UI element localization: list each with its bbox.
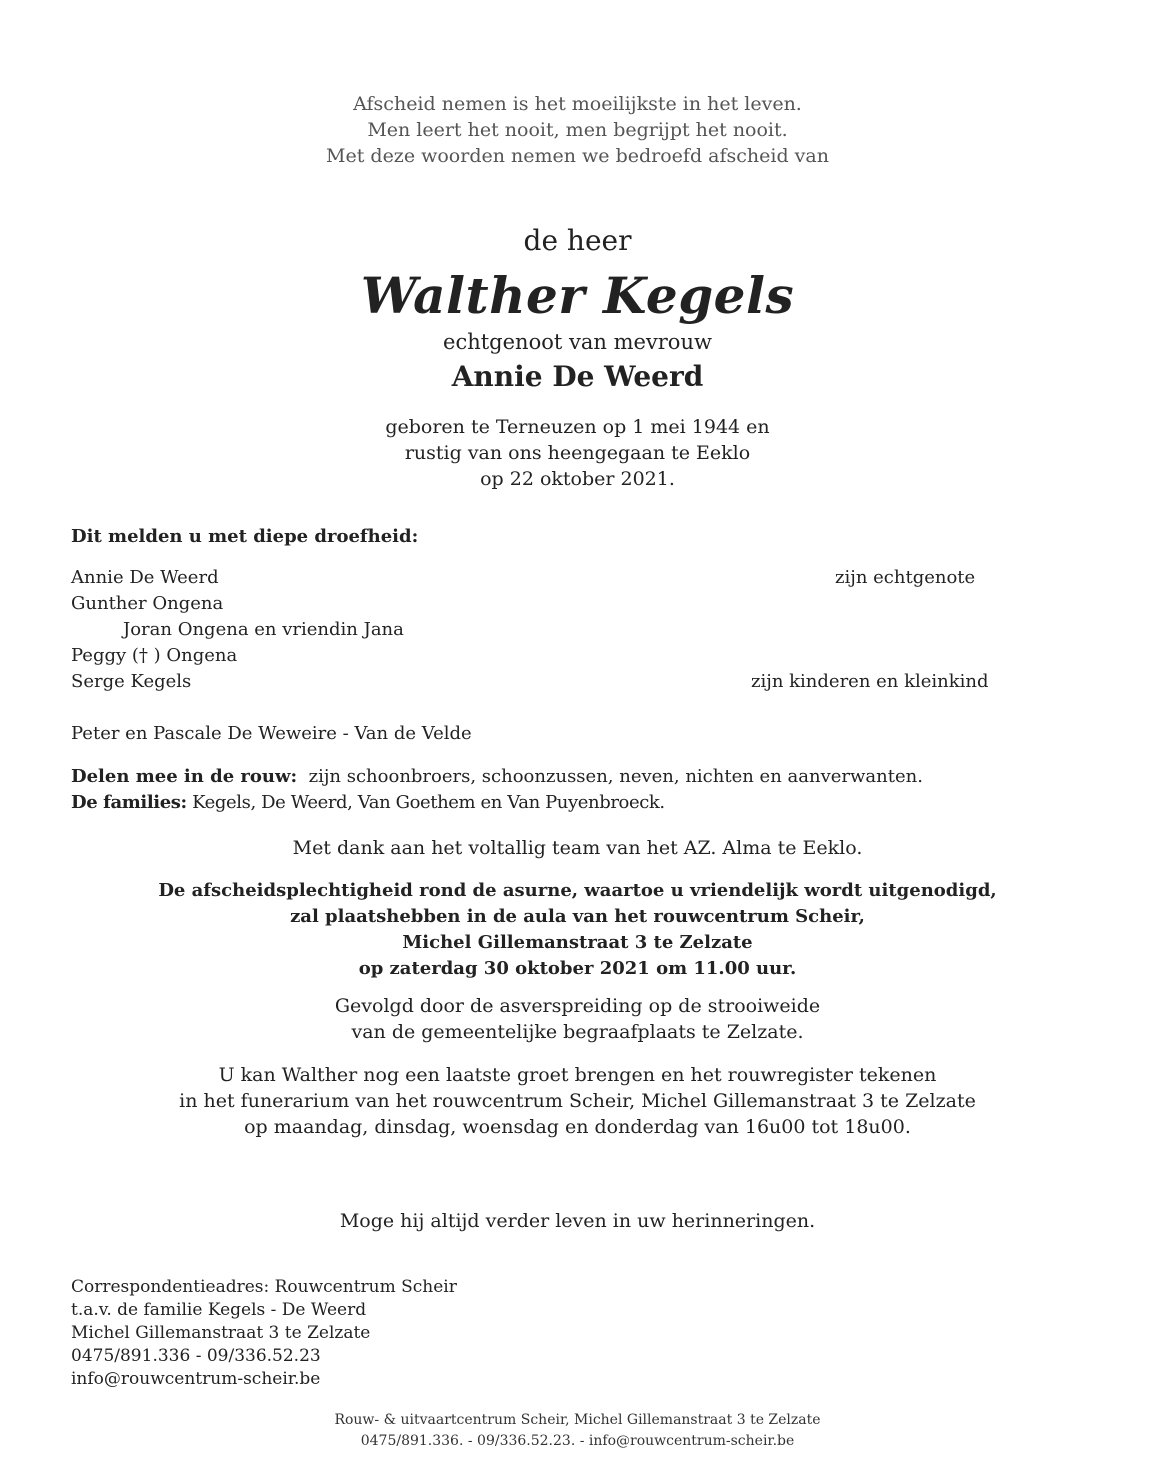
announcer-name: Joran Ongena en vriendin Jana [123,619,404,640]
deceased-name: Walther Kegels [360,266,795,325]
ceremony-line: Michel Gillemanstraat 3 te Zelzate [402,932,753,953]
birth-line: rustig van ons heengegaan te Eeklo [404,442,751,464]
footer [0,1410,1155,1452]
mourning-families [71,792,665,813]
visit-line: in het funerarium van het rouwcentrum Scheir, Michel Gillemanstraat 3 te Zelzate [179,1090,976,1112]
thanks-text: Met dank aan het voltallig team van het AZ. Alma te Eeklo. [292,837,863,859]
intro-line: Men leert het nooit, men begrijpt het nooit. [367,119,788,141]
scattering-details [0,993,1155,1045]
birth-details [0,414,1155,492]
ceremony-line: zal plaatshebben in de aula van het rouwcentrum Scheir, [290,906,865,927]
correspondence-email: info@rouwcentrum-scheir.be [71,1369,321,1389]
relation-children: zijn kinderen en kleinkind [751,671,989,692]
scattering-line: Gevolgd door de asverspreiding op de strooiweide [334,995,821,1017]
intro-verse [0,91,1155,169]
correspondence-line: 0475/891.336 - 09/336.52.23 [71,1346,321,1366]
families-label: De families: [71,792,187,813]
visit-line: op maandag, dinsdag, woensdag en donderdag van 16u00 tot 18u00. [244,1116,911,1138]
footer-line: Rouw- & uitvaartcentrum Scheir, Michel Gillemanstraat 3 te Zelzate [334,1412,821,1428]
correspondence-line: t.a.v. de familie Kegels - De Weerd [71,1300,367,1320]
scattering-line: van de gemeentelijke begraafplaats te Zelzate. [351,1021,804,1043]
birth-line: geboren te Terneuzen op 1 mei 1944 en [385,416,770,438]
intro-line: Afscheid nemen is het moeilijkste in het leven. [353,93,802,115]
birth-line: op 22 oktober 2021. [480,468,675,490]
spouse-prefix: echtgenoot van mevrouw [443,330,712,354]
ceremony-details [0,878,1155,982]
announcer-name: Gunther Ongena [71,593,224,614]
announcer-name: Peggy († ) Ongena [71,645,238,666]
correspondence-line: Michel Gillemanstraat 3 te Zelzate [71,1323,371,1343]
deceased-title: de heer [523,224,632,257]
correspondence-address [71,1276,457,1391]
visit-details [0,1062,1155,1140]
relation-spouse: zijn echtgenote [835,567,976,588]
ceremony-line: op zaterdag 30 oktober 2021 om 11.00 uur. [358,958,797,979]
closing-text: Moge hij altijd verder leven in uw herinneringen. [339,1210,816,1232]
announcer-name: Annie De Weerd [71,567,219,588]
announcer-name: Serge Kegels [71,671,192,692]
announcers-heading: Dit melden u met diepe droefheid: [71,526,419,547]
mourning-share-label: Delen mee in de rouw: [71,766,298,787]
visit-line: U kan Walther nog een laatste groet brengen en het rouwregister tekenen [218,1064,937,1086]
footer-line: 0475/891.336. - 09/336.52.23. - info@rouwcentrum-scheir.be [360,1433,795,1449]
intro-line: Met deze woorden nemen we bedroefd afscheid van [326,145,829,167]
other-announcer: Peter en Pascale De Weweire - Van de Velde [71,723,472,744]
correspondence-line: Correspondentieadres: Rouwcentrum Scheir [71,1277,457,1297]
mourning-share [71,766,923,787]
mourning-share-text: zijn schoonbroers, schoonzussen, neven, nichten en aanverwanten. [308,766,923,787]
families-text: Kegels, De Weerd, Van Goethem en Van Puyenbroeck. [192,792,665,813]
spouse-name: Annie De Weerd [451,360,704,393]
ceremony-line: De afscheidsplechtigheid rond de asurne, waartoe u vriendelijk wordt uitgenodigd, [158,880,997,901]
